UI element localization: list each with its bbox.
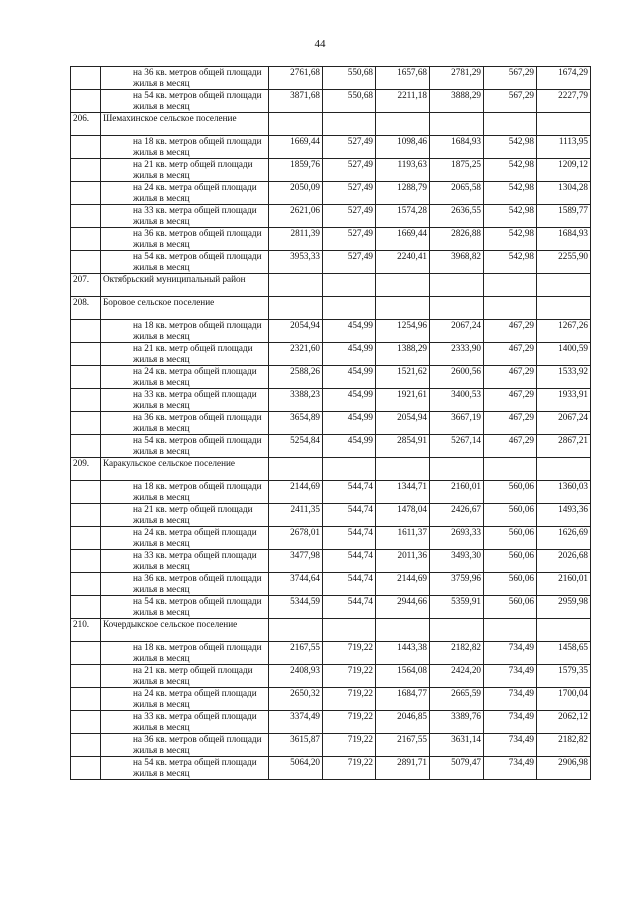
- value-cell: 542,98: [484, 159, 537, 182]
- row-number-cell: 210.: [71, 619, 101, 642]
- value-cell: 1684,77: [376, 688, 430, 711]
- value-cell: 2182,82: [537, 734, 591, 757]
- item-name-cell: на 33 кв. метра общей площади жилья в месяц: [101, 205, 269, 228]
- value-cell: 2182,82: [430, 642, 484, 665]
- value-cell: 2906,98: [537, 757, 591, 780]
- table-row: [71, 67, 591, 90]
- table-row: [71, 90, 591, 113]
- table-row: [71, 504, 591, 527]
- item-name-cell: Боровое сельское поселение: [101, 297, 269, 320]
- value-cell: 3374,49: [269, 711, 323, 734]
- value-cell: 2050,09: [269, 182, 323, 205]
- value-cell: 2240,41: [376, 251, 430, 274]
- value-cell: 2211,18: [376, 90, 430, 113]
- value-cell: 2067,24: [537, 412, 591, 435]
- row-number-cell: [71, 67, 101, 90]
- value-cell: 1388,29: [376, 343, 430, 366]
- value-cell: [430, 113, 484, 136]
- item-name-cell: на 54 кв. метров общей площади жилья в месяц: [101, 251, 269, 274]
- item-name-cell: на 24 кв. метра общей площади жилья в месяц: [101, 366, 269, 389]
- value-cell: 2588,26: [269, 366, 323, 389]
- value-cell: 1193,63: [376, 159, 430, 182]
- value-cell: [376, 297, 430, 320]
- value-cell: [269, 113, 323, 136]
- value-cell: 719,22: [323, 757, 376, 780]
- table-row: [71, 205, 591, 228]
- value-cell: 467,29: [484, 389, 537, 412]
- value-cell: 1254,96: [376, 320, 430, 343]
- item-name-cell: на 54 кв. метров общей площади жилья в месяц: [101, 90, 269, 113]
- row-number-cell: [71, 734, 101, 757]
- row-number-cell: [71, 90, 101, 113]
- row-number-cell: [71, 136, 101, 159]
- value-cell: 2167,55: [376, 734, 430, 757]
- value-cell: 544,74: [323, 481, 376, 504]
- value-cell: 542,98: [484, 251, 537, 274]
- value-cell: 560,06: [484, 550, 537, 573]
- value-cell: 1611,37: [376, 527, 430, 550]
- value-cell: 2693,33: [430, 527, 484, 550]
- table-row: [71, 596, 591, 619]
- value-cell: 2621,06: [269, 205, 323, 228]
- item-name-cell: на 18 кв. метров общей площади жилья в месяц: [101, 136, 269, 159]
- value-cell: 542,98: [484, 228, 537, 251]
- row-number-cell: [71, 642, 101, 665]
- value-cell: [376, 274, 430, 297]
- row-number-cell: [71, 757, 101, 780]
- value-cell: 2781,29: [430, 67, 484, 90]
- value-cell: 2062,12: [537, 711, 591, 734]
- value-cell: 542,98: [484, 136, 537, 159]
- row-number-cell: [71, 205, 101, 228]
- value-cell: 734,49: [484, 757, 537, 780]
- value-cell: 2054,94: [376, 412, 430, 435]
- value-cell: 2046,85: [376, 711, 430, 734]
- item-name-cell: на 33 кв. метра общей площади жилья в месяц: [101, 711, 269, 734]
- value-cell: 1360,03: [537, 481, 591, 504]
- value-cell: [323, 458, 376, 481]
- value-cell: 2424,20: [430, 665, 484, 688]
- value-cell: 3759,96: [430, 573, 484, 596]
- value-cell: [537, 458, 591, 481]
- tariff-table: [70, 66, 591, 780]
- value-cell: 2426,67: [430, 504, 484, 527]
- section-row: [71, 619, 591, 642]
- value-cell: 3968,82: [430, 251, 484, 274]
- value-cell: 467,29: [484, 412, 537, 435]
- table-row: [71, 711, 591, 734]
- value-cell: 550,68: [323, 90, 376, 113]
- table-row: [71, 366, 591, 389]
- row-number-cell: [71, 665, 101, 688]
- item-name-cell: на 36 кв. метров общей площади жилья в месяц: [101, 228, 269, 251]
- value-cell: 1674,29: [537, 67, 591, 90]
- value-cell: 2011,36: [376, 550, 430, 573]
- value-cell: [323, 113, 376, 136]
- value-cell: 467,29: [484, 435, 537, 458]
- value-cell: 560,06: [484, 527, 537, 550]
- value-cell: 527,49: [323, 228, 376, 251]
- value-cell: 2761,68: [269, 67, 323, 90]
- value-cell: 560,06: [484, 504, 537, 527]
- value-cell: 3953,33: [269, 251, 323, 274]
- row-number-cell: [71, 228, 101, 251]
- item-name-cell: на 18 кв. метров общей площади жилья в месяц: [101, 481, 269, 504]
- value-cell: 2054,94: [269, 320, 323, 343]
- value-cell: 1921,61: [376, 389, 430, 412]
- value-cell: 560,06: [484, 481, 537, 504]
- item-name-cell: Октябрьский муниципальный район: [101, 274, 269, 297]
- value-cell: 1493,36: [537, 504, 591, 527]
- value-cell: 567,29: [484, 90, 537, 113]
- value-cell: 527,49: [323, 205, 376, 228]
- value-cell: 542,98: [484, 182, 537, 205]
- row-number-cell: 208.: [71, 297, 101, 320]
- table-row: [71, 389, 591, 412]
- item-name-cell: на 36 кв. метров общей площади жилья в месяц: [101, 734, 269, 757]
- item-name-cell: на 33 кв. метра общей площади жилья в месяц: [101, 389, 269, 412]
- value-cell: 454,99: [323, 366, 376, 389]
- value-cell: 2144,69: [376, 573, 430, 596]
- value-cell: 2065,58: [430, 182, 484, 205]
- value-cell: 2944,66: [376, 596, 430, 619]
- table-row: [71, 136, 591, 159]
- value-cell: 2026,68: [537, 550, 591, 573]
- value-cell: 527,49: [323, 159, 376, 182]
- value-cell: 5254,84: [269, 435, 323, 458]
- value-cell: 1859,76: [269, 159, 323, 182]
- table-row: [71, 481, 591, 504]
- item-name-cell: на 24 кв. метра общей площади жилья в месяц: [101, 182, 269, 205]
- value-cell: 1574,28: [376, 205, 430, 228]
- row-number-cell: [71, 573, 101, 596]
- value-cell: [537, 274, 591, 297]
- table-row: [71, 412, 591, 435]
- value-cell: 1400,59: [537, 343, 591, 366]
- value-cell: 1579,35: [537, 665, 591, 688]
- item-name-cell: на 54 кв. метров общей площади жилья в месяц: [101, 596, 269, 619]
- value-cell: 1267,26: [537, 320, 591, 343]
- value-cell: [376, 619, 430, 642]
- item-name-cell: на 24 кв. метра общей площади жилья в месяц: [101, 688, 269, 711]
- value-cell: 454,99: [323, 435, 376, 458]
- table-row: [71, 527, 591, 550]
- table-row: [71, 642, 591, 665]
- value-cell: 1533,92: [537, 366, 591, 389]
- value-cell: 3631,14: [430, 734, 484, 757]
- value-cell: 2411,35: [269, 504, 323, 527]
- value-cell: 544,74: [323, 573, 376, 596]
- value-cell: 719,22: [323, 734, 376, 757]
- value-cell: [537, 113, 591, 136]
- value-cell: 527,49: [323, 136, 376, 159]
- value-cell: [430, 274, 484, 297]
- value-cell: 2600,56: [430, 366, 484, 389]
- row-number-cell: [71, 159, 101, 182]
- value-cell: 1933,91: [537, 389, 591, 412]
- value-cell: 1657,68: [376, 67, 430, 90]
- value-cell: 3388,23: [269, 389, 323, 412]
- value-cell: 3667,19: [430, 412, 484, 435]
- value-cell: 2636,55: [430, 205, 484, 228]
- value-cell: 2408,93: [269, 665, 323, 688]
- value-cell: 1684,93: [430, 136, 484, 159]
- value-cell: 544,74: [323, 550, 376, 573]
- value-cell: 5359,91: [430, 596, 484, 619]
- value-cell: 3871,68: [269, 90, 323, 113]
- table-row: [71, 320, 591, 343]
- value-cell: 734,49: [484, 688, 537, 711]
- section-row: [71, 274, 591, 297]
- item-name-cell: на 36 кв. метров общей площади жилья в месяц: [101, 412, 269, 435]
- item-name-cell: на 21 кв. метр общей площади жилья в месяц: [101, 343, 269, 366]
- table-row: [71, 228, 591, 251]
- row-number-cell: 207.: [71, 274, 101, 297]
- table-row: [71, 573, 591, 596]
- value-cell: [484, 458, 537, 481]
- value-cell: 2826,88: [430, 228, 484, 251]
- value-cell: 1288,79: [376, 182, 430, 205]
- table-row: [71, 343, 591, 366]
- value-cell: 527,49: [323, 251, 376, 274]
- value-cell: 2811,39: [269, 228, 323, 251]
- section-row: [71, 113, 591, 136]
- table-row: [71, 159, 591, 182]
- value-cell: 454,99: [323, 389, 376, 412]
- value-cell: 3477,98: [269, 550, 323, 573]
- item-name-cell: Шемахинское сельское поселение: [101, 113, 269, 136]
- value-cell: 1626,69: [537, 527, 591, 550]
- table-row: [71, 435, 591, 458]
- value-cell: 3654,89: [269, 412, 323, 435]
- value-cell: 454,99: [323, 320, 376, 343]
- value-cell: [537, 297, 591, 320]
- value-cell: [484, 113, 537, 136]
- table-row: [71, 734, 591, 757]
- table-row: [71, 251, 591, 274]
- item-name-cell: на 21 кв. метр общей площади жилья в месяц: [101, 504, 269, 527]
- value-cell: [323, 297, 376, 320]
- item-name-cell: на 18 кв. метров общей площади жилья в месяц: [101, 320, 269, 343]
- value-cell: 5267,14: [430, 435, 484, 458]
- value-cell: 1443,38: [376, 642, 430, 665]
- value-cell: 2227,79: [537, 90, 591, 113]
- row-number-cell: [71, 412, 101, 435]
- value-cell: 3389,76: [430, 711, 484, 734]
- value-cell: 1589,77: [537, 205, 591, 228]
- value-cell: 560,06: [484, 596, 537, 619]
- value-cell: 1344,71: [376, 481, 430, 504]
- value-cell: 2333,90: [430, 343, 484, 366]
- value-cell: 1113,95: [537, 136, 591, 159]
- value-cell: 734,49: [484, 665, 537, 688]
- value-cell: 527,49: [323, 182, 376, 205]
- table-row: [71, 665, 591, 688]
- value-cell: [484, 274, 537, 297]
- section-row: [71, 458, 591, 481]
- table-body: [71, 67, 591, 780]
- value-cell: 1478,04: [376, 504, 430, 527]
- table-row: [71, 757, 591, 780]
- value-cell: 544,74: [323, 596, 376, 619]
- row-number-cell: [71, 688, 101, 711]
- value-cell: 2067,24: [430, 320, 484, 343]
- item-name-cell: на 54 кв. метра общей площади жилья в месяц: [101, 757, 269, 780]
- value-cell: [323, 619, 376, 642]
- value-cell: 2321,60: [269, 343, 323, 366]
- value-cell: 1304,28: [537, 182, 591, 205]
- section-row: [71, 297, 591, 320]
- value-cell: [430, 619, 484, 642]
- value-cell: 2678,01: [269, 527, 323, 550]
- value-cell: 567,29: [484, 67, 537, 90]
- page-number: 44: [314, 38, 326, 50]
- item-name-cell: Каракульское сельское поселение: [101, 458, 269, 481]
- value-cell: 2160,01: [537, 573, 591, 596]
- value-cell: 3888,29: [430, 90, 484, 113]
- value-cell: [430, 458, 484, 481]
- row-number-cell: [71, 527, 101, 550]
- value-cell: 5064,20: [269, 757, 323, 780]
- row-number-cell: [71, 182, 101, 205]
- value-cell: [376, 458, 430, 481]
- value-cell: 734,49: [484, 711, 537, 734]
- row-number-cell: [71, 550, 101, 573]
- value-cell: 1209,12: [537, 159, 591, 182]
- value-cell: [269, 297, 323, 320]
- value-cell: 3400,53: [430, 389, 484, 412]
- row-number-cell: [71, 504, 101, 527]
- table-row: [71, 182, 591, 205]
- value-cell: 560,06: [484, 573, 537, 596]
- value-cell: 2891,71: [376, 757, 430, 780]
- row-number-cell: [71, 251, 101, 274]
- value-cell: 454,99: [323, 412, 376, 435]
- item-name-cell: на 36 кв. метров общей площади жилья в месяц: [101, 67, 269, 90]
- value-cell: [537, 619, 591, 642]
- row-number-cell: [71, 481, 101, 504]
- value-cell: 719,22: [323, 711, 376, 734]
- table-row: [71, 688, 591, 711]
- value-cell: 2959,98: [537, 596, 591, 619]
- value-cell: [269, 619, 323, 642]
- value-cell: 467,29: [484, 343, 537, 366]
- item-name-cell: на 21 кв. метр общей площади жилья в месяц: [101, 159, 269, 182]
- value-cell: 5079,47: [430, 757, 484, 780]
- value-cell: 3615,87: [269, 734, 323, 757]
- value-cell: 2167,55: [269, 642, 323, 665]
- value-cell: 719,22: [323, 665, 376, 688]
- value-cell: 2867,21: [537, 435, 591, 458]
- value-cell: 1564,08: [376, 665, 430, 688]
- value-cell: 550,68: [323, 67, 376, 90]
- value-cell: 454,99: [323, 343, 376, 366]
- value-cell: 734,49: [484, 734, 537, 757]
- table-row: [71, 550, 591, 573]
- value-cell: 1700,04: [537, 688, 591, 711]
- row-number-cell: [71, 320, 101, 343]
- value-cell: [430, 297, 484, 320]
- value-cell: 1098,46: [376, 136, 430, 159]
- value-cell: 1458,65: [537, 642, 591, 665]
- value-cell: 1521,62: [376, 366, 430, 389]
- value-cell: 719,22: [323, 642, 376, 665]
- value-cell: 1669,44: [269, 136, 323, 159]
- item-name-cell: на 18 кв. метров общей площади жилья в месяц: [101, 642, 269, 665]
- value-cell: 2854,91: [376, 435, 430, 458]
- row-number-cell: 209.: [71, 458, 101, 481]
- value-cell: 1684,93: [537, 228, 591, 251]
- row-number-cell: [71, 366, 101, 389]
- row-number-cell: [71, 596, 101, 619]
- item-name-cell: на 54 кв. метров общей площади жилья в месяц: [101, 435, 269, 458]
- value-cell: [269, 274, 323, 297]
- row-number-cell: [71, 435, 101, 458]
- item-name-cell: на 24 кв. метра общей площади жилья в месяц: [101, 527, 269, 550]
- value-cell: 467,29: [484, 320, 537, 343]
- value-cell: 3493,30: [430, 550, 484, 573]
- row-number-cell: [71, 389, 101, 412]
- value-cell: 2144,69: [269, 481, 323, 504]
- value-cell: 1669,44: [376, 228, 430, 251]
- value-cell: [269, 458, 323, 481]
- value-cell: 2160,01: [430, 481, 484, 504]
- value-cell: 2650,32: [269, 688, 323, 711]
- value-cell: 2255,90: [537, 251, 591, 274]
- value-cell: [323, 274, 376, 297]
- value-cell: 544,74: [323, 527, 376, 550]
- value-cell: 5344,59: [269, 596, 323, 619]
- value-cell: 719,22: [323, 688, 376, 711]
- value-cell: [484, 297, 537, 320]
- value-cell: 734,49: [484, 642, 537, 665]
- value-cell: 2665,59: [430, 688, 484, 711]
- value-cell: 3744,64: [269, 573, 323, 596]
- value-cell: [484, 619, 537, 642]
- value-cell: [376, 113, 430, 136]
- value-cell: 1875,25: [430, 159, 484, 182]
- value-cell: 544,74: [323, 504, 376, 527]
- row-number-cell: 206.: [71, 113, 101, 136]
- item-name-cell: на 36 кв. метров общей площади жилья в месяц: [101, 573, 269, 596]
- value-cell: 467,29: [484, 366, 537, 389]
- value-cell: 542,98: [484, 205, 537, 228]
- row-number-cell: [71, 711, 101, 734]
- row-number-cell: [71, 343, 101, 366]
- item-name-cell: на 21 кв. метр общей площади жилья в месяц: [101, 665, 269, 688]
- item-name-cell: на 33 кв. метра общей площади жилья в месяц: [101, 550, 269, 573]
- item-name-cell: Кочердыкское сельское поселение: [101, 619, 269, 642]
